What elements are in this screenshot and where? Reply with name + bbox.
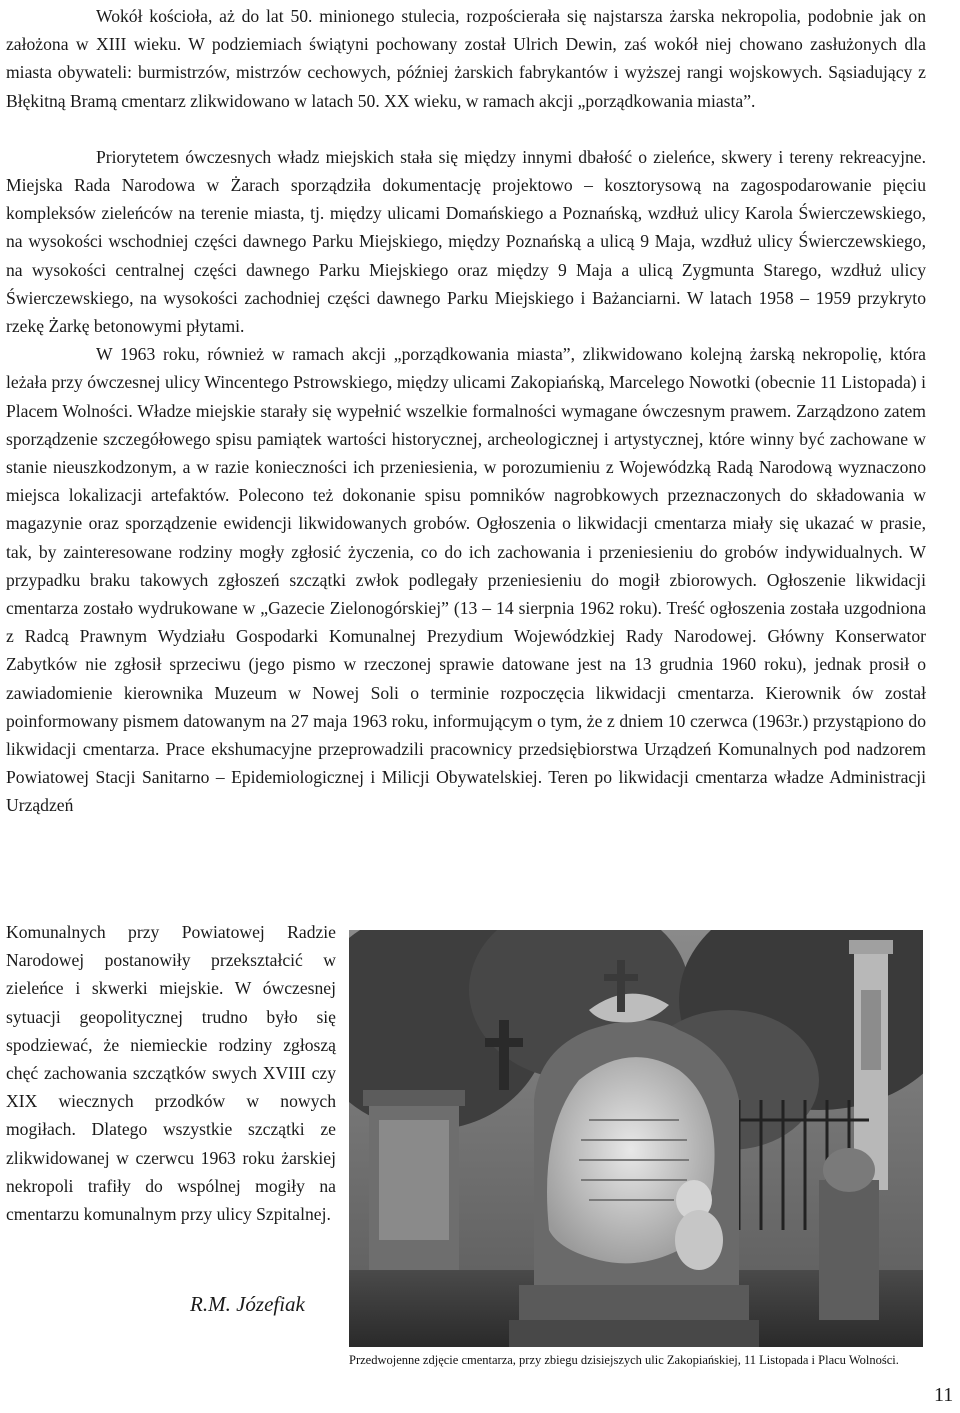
article-body [6, 2, 926, 820]
author-signature: R.M. Józefiak [190, 1292, 305, 1316]
photo-caption: Przedwojenne zdjęcie cmentarza, przy zbiegu dzisiejszych ulic Zakopiańskiej, 11 Listopada i Placu Wolności. [349, 1353, 899, 1367]
article-paragraph: Priorytetem ówczesnych władz miejskich stała się między innymi dbałość o zieleńce, skwery i tereny rekreacyjne. Miejska Rada Narodowa w Żarach sporządziła dokumentację projektowo – kosztorysową na zagospodarowanie pięciu kompleksów zieleńców na terenie miasta, tj. między ulicami Domańskiego a Poznańską, wzdłuż ulicy Karola Świerczewskiego, na wysokości wschodniej części dawnego Parku Miejskiego, między Poznańską a ulicą 9 Maja, wzdłuż ulicy Świerczewskiego, na wysokości centralnej części dawnego Parku Miejskiego oraz między 9 Maja a ulicą Zygmunta Starego, wzdłuż ulicy Świerczewskiego, na wysokości zachodniej części dawnego Parku Miejskiego i Bażanciarni. W latach 1958 – 1959 przykryto rzekę Żarkę betonowymi płytami. [6, 146, 926, 337]
page-number: 11 [934, 1384, 954, 1406]
article-paragraph: W 1963 roku, również w ramach akcji „porządkowania miasta”, zlikwidowano kolejną żarską nekropolię, która leżała przy ówczesnej ulicy Wincentego Pstrowskiego, między ulicami Zakopiańską, Marcelego Nowotki (obecnie 11 Listopada) i Placem Wolności. Władze miejskie starały się wypełnić wszelkie formalności wymagane ówczesnym prawem. Zarządzono zatem sporządzenie szczegółowego spisu pamiątek wartości historycznej, archeologicznej i artystycznej, które winny być zachowane w stanie nieuszkodzonym, a w razie konieczności ich przeniesienia, w porozumieniu z Wojewódzką Radą Narodową wyznaczono miejsca lokalizacji artefaktów. Polecono też dokonanie spisu pomników nagrobkowych przeznaczonych do składowania w magazynie oraz sporządzenie ewidencji likwidowanych grobów. Ogłoszenia o likwidacji cmentarza miały się ukazać w prasie, tak, by zainteresowane rodziny mogły zgłosić życzenia, co do ich zachowania i przeniesieniu do grobów indywidualnych. W przypadku braku takowych zgłoszeń szczątki zwłok podlegały przeniesieniu do mogił zbiorowych. Ogłoszenie likwidacji cmentarza zostało wydrukowane w „Gazecie Zielonogórskiej” (13 – 14 sierpnia 1962 roku). Treść ogłoszenia została uzgodniona z Radcą Prawnym Wydziału Gospodarki Komunalnej Prezydium Wojewódzkiej Rady Narodowej. Główny Konserwator Zabytków nie zgłosił sprzeciwu (jego pismo w rzeczonej sprawie datowane jest na 13 grudnia 1960 roku), jednak prosił o zawiadomienie kierownika Muzeum w Nowej Soli o terminie rozpoczęcia likwidacji cmentarza. Kierownik ów został poinformowany pismem datowanym na 27 maja 1963 roku, informującym o tym, że z dniem 10 czerwca (1963r.) przystąpiono do likwidacji cmentarza. Prace ekshumacyjne przeprowadzili pracownicy przedsiębiorstwa Urządzeń Komunalnych pod nadzorem Powiatowej Stacji Sanitarno – Epidemiologicznej i Milicji Obywatelskiej. Teren po likwidacji cmentarza władze Administracji Urządzeń [6, 344, 926, 816]
article-paragraph: Wokół kościoła, aż do lat 50. minionego stulecia, rozpościerała się najstarsza żarska nekropolia, podobnie jak on założona w XIII wieku. W podziemiach świątyni pochowany został Ulrich Dewin, zaś wokół niej chowano zasłużonych dla miasta obywateli: burmistrzów, mistrzów cechowych, później żarskich fabrykantów i wyższej rangi wojskowych. Sąsiadujący z Błękitną Bramą cmentarz zlikwidowano w latach 50. XX wieku, w ramach akcji „porządkowania miasta”. [6, 6, 926, 111]
column-paragraph: Komunalnych przy Powiatowej Radzie Narodowej postanowiły przekształcić w zieleńce i skwerki miejskie. W ówczesnej sytuacji geopolitycznej trudno było się spodziewać, że niemieckie rodziny zgłoszą chęć zachowania szczątków swych XVIII czy XIX wiecznych przodków w nowych mogiłach. Dlatego wszystkie szczątki ze zlikwidowanej w czerwcu 1963 roku żarskiej nekropoli trafiły do wspólnej mogiły na cmentarzu komunalnym przy ulicy Szpitalnej. [6, 922, 336, 1225]
cemetery-photo [349, 930, 923, 1347]
article-column [6, 918, 336, 1228]
cemetery-photo-image [349, 930, 923, 1347]
